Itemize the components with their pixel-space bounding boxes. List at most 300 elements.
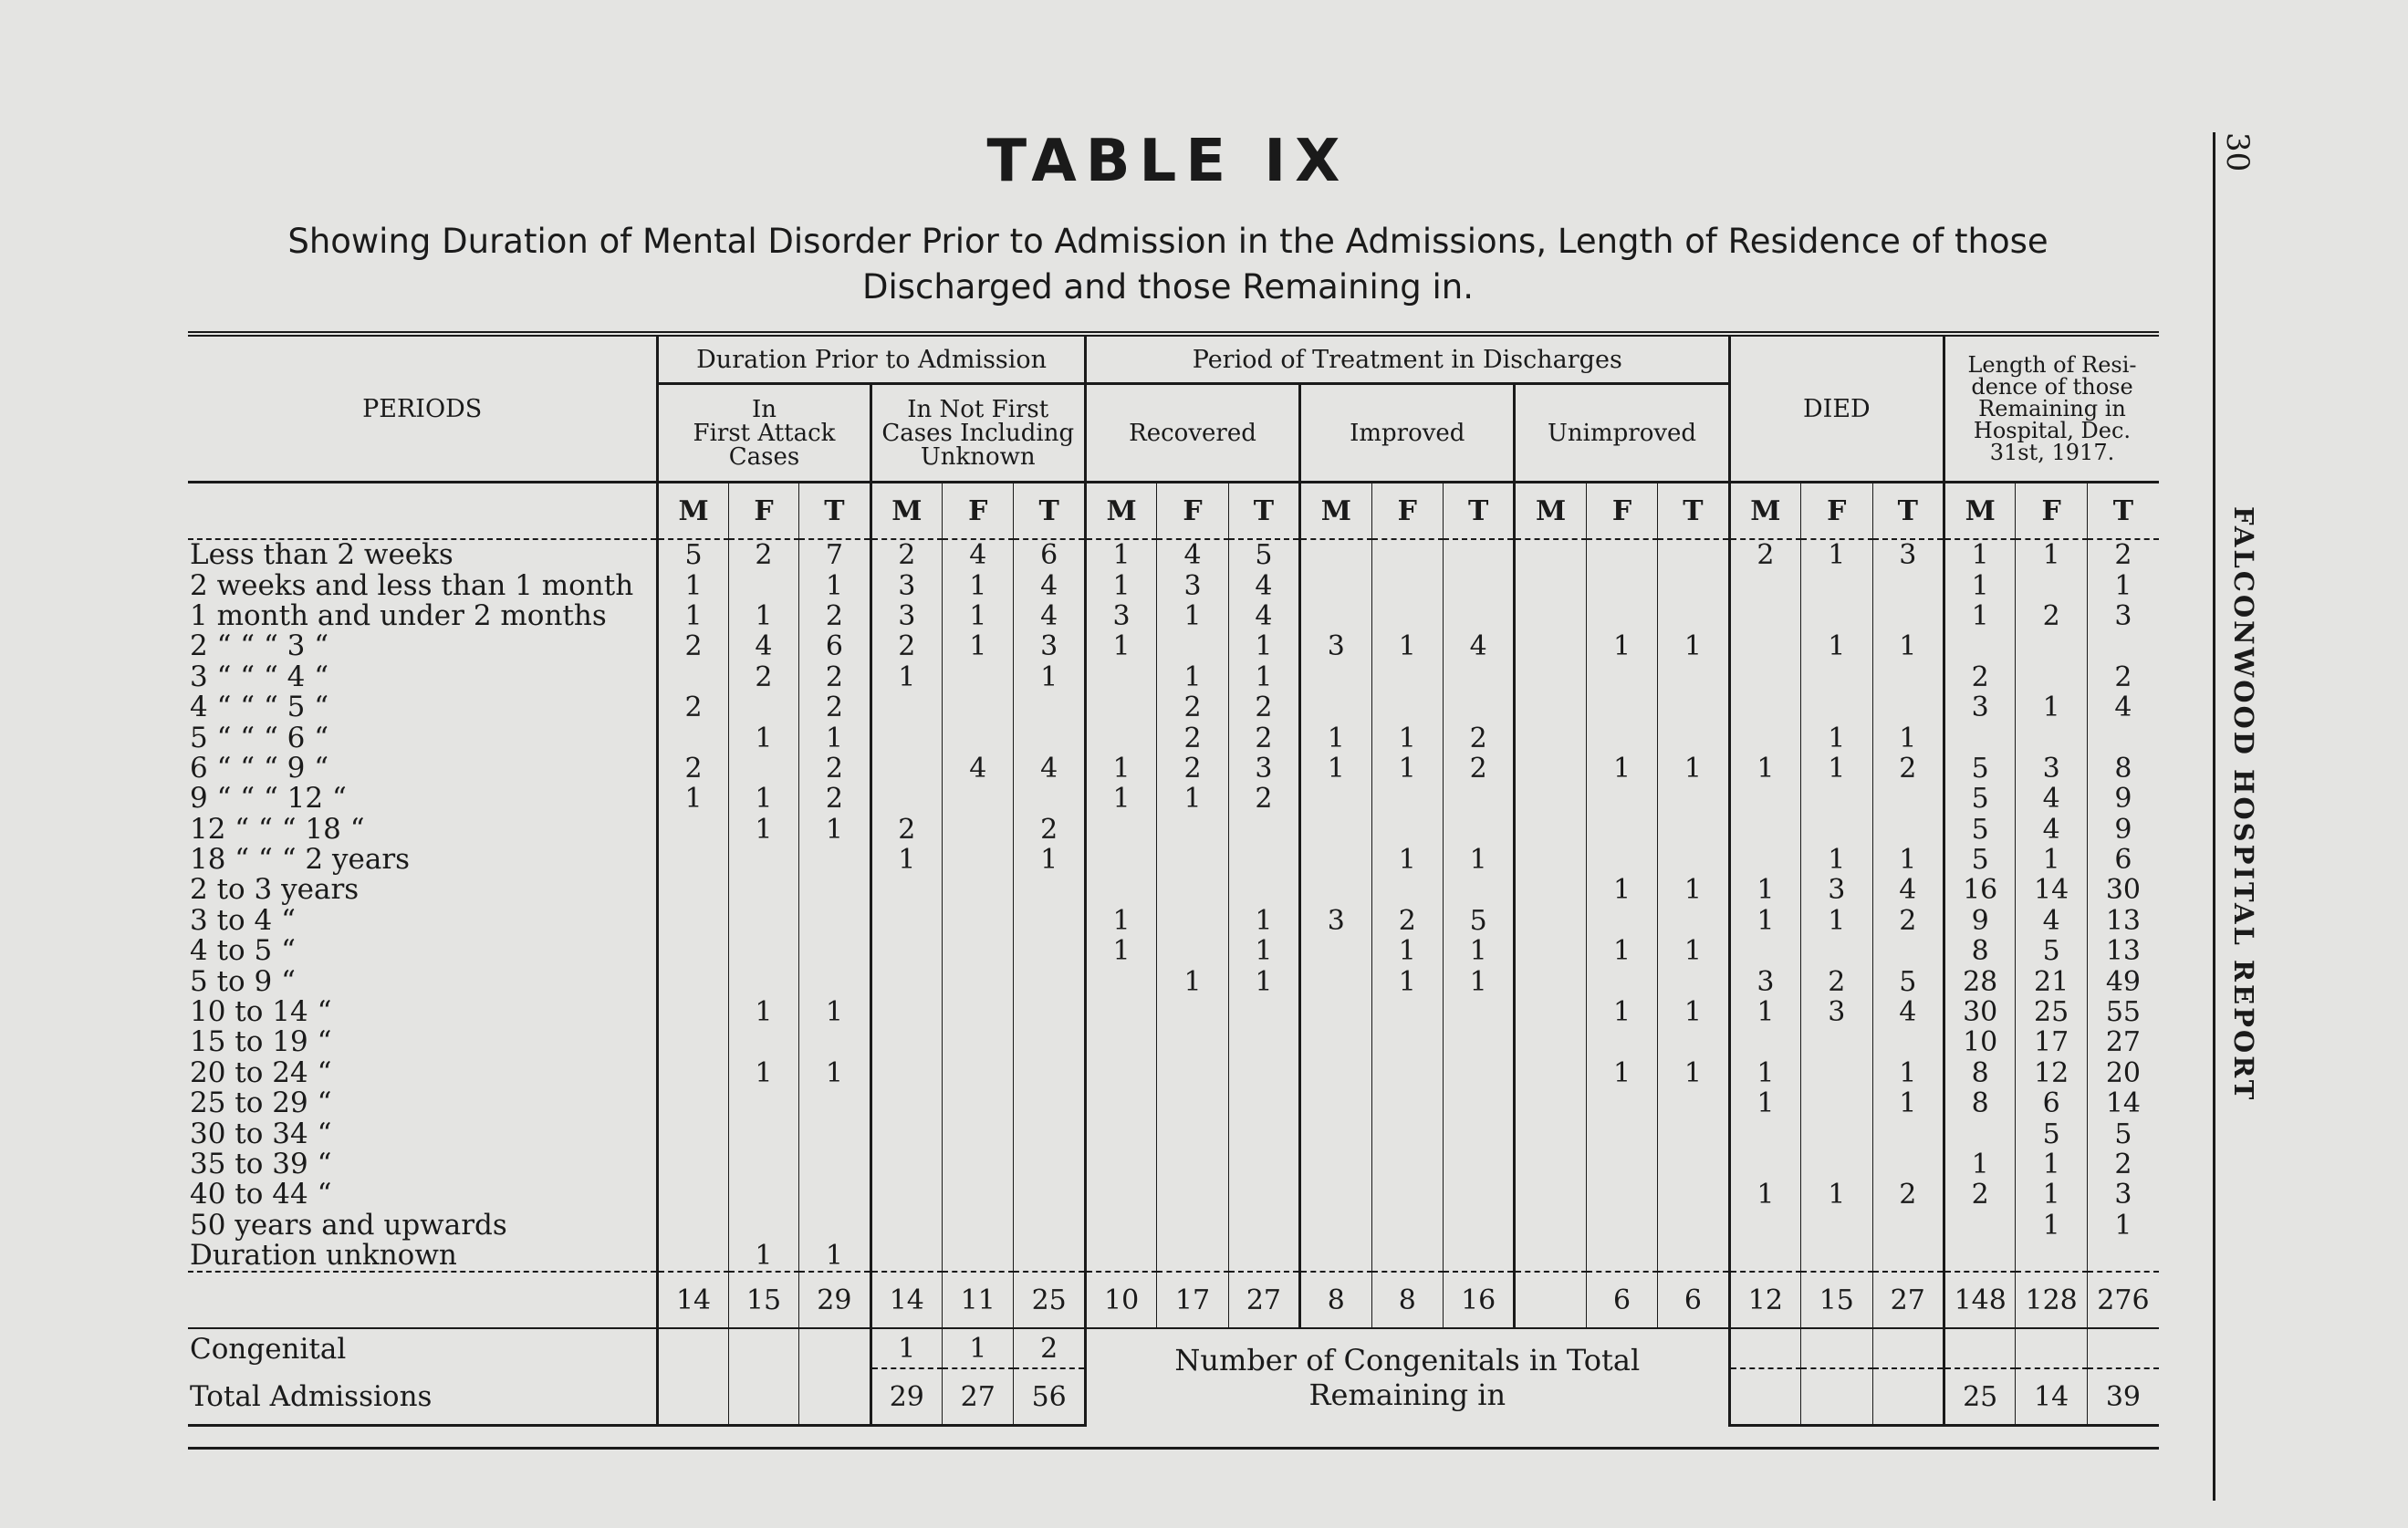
table-cell (1300, 1088, 1371, 1118)
table-cell (943, 1027, 1014, 1057)
table-cell: 6 (2087, 845, 2159, 875)
table-cell: 1 (658, 570, 728, 600)
table-cell: 1 (728, 722, 798, 753)
table-cell: 2 (799, 662, 870, 692)
table-cell (1300, 1149, 1371, 1180)
table-cell (1443, 1149, 1514, 1180)
table-cell: 1 (2016, 1180, 2087, 1210)
table-cell: 1 (1157, 966, 1228, 996)
period-label: 5 “ “ “ 6 “ (190, 721, 329, 754)
table-cell: 1 (658, 784, 728, 814)
col-header-t-4: T (1658, 483, 1729, 540)
table-cell: 1 (799, 815, 870, 845)
table-cell: 1 (1085, 570, 1156, 600)
table-cell (1515, 570, 1586, 600)
table-cell: 1 (799, 1241, 870, 1272)
total-cell: 10 (1085, 1272, 1156, 1328)
col-header-m-5: M (1729, 483, 1800, 540)
table-cell (1085, 1180, 1156, 1210)
table-cell: 4 (1014, 601, 1085, 631)
table-cell: 1 (1801, 845, 1872, 875)
table-cell: 8 (2087, 754, 2159, 784)
table-row (188, 1058, 2159, 1088)
table-cell: 20 (2087, 1058, 2159, 1088)
table-cell (1515, 936, 1586, 966)
table-cell: 2 (1944, 1180, 2015, 1210)
header-recovered: Recovered (1085, 384, 1299, 483)
table-cell: 5 (2087, 1118, 2159, 1149)
table-cell: 1 (1801, 1180, 1872, 1210)
table-cell: 1 (1085, 631, 1156, 661)
col-header-f-1: F (943, 483, 1014, 540)
table-cell: 1 (1228, 966, 1299, 996)
period-label: 30 to 34 “ (190, 1117, 332, 1150)
table-cell (1586, 1149, 1657, 1180)
table-cell (1658, 662, 1729, 692)
table-cell: 1 (1443, 966, 1514, 996)
header-period-of-treatment: Period of Treatment in Discharges (1085, 334, 1729, 384)
table-cell (1085, 1241, 1156, 1272)
table-cell: 1 (943, 570, 1014, 600)
table-cell (1658, 906, 1729, 936)
header-first-attack (658, 384, 870, 483)
total-cell: 8 (1371, 1272, 1443, 1328)
table-cell (1515, 1241, 1586, 1272)
table-cell: 2 (2016, 601, 2087, 631)
table-cell (1586, 692, 1657, 722)
table-cell (1085, 692, 1156, 722)
table-cell (870, 936, 942, 966)
table-cell: 1 (1085, 754, 1156, 784)
table-cell (1586, 1180, 1657, 1210)
table-cell (943, 1180, 1014, 1210)
table-cell (1658, 815, 1729, 845)
table-cell: 1 (2016, 539, 2087, 570)
table-cell (870, 722, 942, 753)
table-cell (1443, 997, 1514, 1027)
table-cell (728, 1180, 798, 1210)
col-header-m-3: M (1300, 483, 1371, 540)
table-cell: 1 (2016, 692, 2087, 722)
table-cell (1300, 1241, 1371, 1272)
residence-line-1: Length of Resi- (1967, 352, 2137, 378)
table-cell (1801, 1027, 1872, 1057)
table-cell (870, 966, 942, 996)
table-cell (1371, 601, 1443, 631)
table-cell: 2 (799, 784, 870, 814)
table-cell (1157, 875, 1228, 905)
table-row (188, 966, 2159, 996)
total-cell: 12 (1729, 1272, 1800, 1328)
table-cell (1872, 662, 1944, 692)
table-cell (1586, 662, 1657, 692)
table-cell: 3 (1801, 997, 1872, 1027)
table-row (188, 936, 2159, 966)
table-cell (1157, 1149, 1228, 1180)
table-cell: 1 (1658, 997, 1729, 1027)
running-head: FALCONWOOD HOSPITAL REPORT (2228, 506, 2259, 1103)
table-cell (1586, 906, 1657, 936)
table-cell: 2 (870, 631, 942, 661)
table-cell: 1 (1729, 997, 1800, 1027)
table-cell: 3 (1300, 631, 1371, 661)
table-cell (1300, 875, 1371, 905)
table-cell (1872, 601, 1944, 631)
table-cell (1300, 936, 1371, 966)
table-cell: 1 (1658, 754, 1729, 784)
col-header-m-6: M (1944, 483, 2015, 540)
table-cell (1658, 601, 1729, 631)
table-cell: 2 (1944, 662, 2015, 692)
table-cell (1944, 1241, 2015, 1272)
table-cell: 1 (1371, 631, 1443, 661)
table-cell (943, 1118, 1014, 1149)
table-cell: 1 (1586, 997, 1657, 1027)
table-row (188, 722, 2159, 753)
table-cell: 1 (1371, 754, 1443, 784)
table-cell (1586, 570, 1657, 600)
table-row (188, 631, 2159, 661)
table-cell (728, 845, 798, 875)
table-cell (728, 1118, 798, 1149)
table-cell (1801, 601, 1872, 631)
total-cell: 6 (1586, 1272, 1657, 1328)
table-cell (799, 1118, 870, 1149)
table-cell (1586, 845, 1657, 875)
subtitle-line-1: Showing Duration of Mental Disorder Prior to Admission in the Admissions, Length of Residence of those (287, 222, 2048, 261)
table-cell (1658, 966, 1729, 996)
col-header-t-1: T (1014, 483, 1085, 540)
table-cell: 1 (1014, 662, 1085, 692)
table-cell: 1 (1801, 754, 1872, 784)
page-number: 30 (2219, 132, 2256, 172)
table-cell: 2 (1228, 784, 1299, 814)
table-cell: 1 (1729, 906, 1800, 936)
table-cell: 3 (2016, 754, 2087, 784)
table-cell: 4 (728, 631, 798, 661)
table-cell: 5 (1944, 845, 2015, 875)
total-cell: 15 (1801, 1272, 1872, 1328)
table-cell: 3 (1801, 875, 1872, 905)
table-cell (728, 692, 798, 722)
table-cell (1300, 845, 1371, 875)
table-cell (870, 1118, 942, 1149)
table-cell (1443, 1058, 1514, 1088)
residence-line-2: dence of those (1971, 374, 2133, 400)
table-cell: 2 (1872, 754, 1944, 784)
table-cell (1443, 1211, 1514, 1241)
col-header-t-3: T (1443, 483, 1514, 540)
table-cell: 1 (1371, 845, 1443, 875)
table-cell: 1 (1228, 936, 1299, 966)
total-cell: 148 (1944, 1272, 2015, 1328)
table-cell (1515, 1180, 1586, 1210)
table-cell (1014, 692, 1085, 722)
table-cell: 14 (2016, 875, 2087, 905)
table-cell (1944, 631, 2015, 661)
table-cell: 1 (1586, 631, 1657, 661)
table-cell: 9 (2087, 815, 2159, 845)
table-cell (1443, 1241, 1514, 1272)
table-cell (1586, 539, 1657, 570)
table-row (188, 906, 2159, 936)
table-cell (1157, 1241, 1228, 1272)
table-cell (1085, 662, 1156, 692)
table-cell: 4 (1872, 875, 1944, 905)
table-cell (1085, 1058, 1156, 1088)
table-cell (1228, 1211, 1299, 1241)
table-cell (1729, 1211, 1800, 1241)
table-cell (1371, 692, 1443, 722)
table-cell (870, 1149, 942, 1180)
table-cell: 1 (1801, 722, 1872, 753)
table-cell: 1 (1658, 631, 1729, 661)
table-cell: 4 (2087, 692, 2159, 722)
table-cell (1300, 1027, 1371, 1057)
col-header-m-1: M (870, 483, 942, 540)
table-cell: 5 (658, 539, 728, 570)
table-cell (658, 1058, 728, 1088)
table-cell (1801, 1058, 1872, 1088)
table-cell (1801, 815, 1872, 845)
table-cell (1729, 1149, 1800, 1180)
table-cell (1658, 784, 1729, 814)
table-cell: 1 (1872, 1058, 1944, 1088)
table-cell (1872, 1118, 1944, 1149)
table-cell (943, 1058, 1014, 1088)
table-cell: 1 (1729, 875, 1800, 905)
table-cell (1729, 1118, 1800, 1149)
table-row (188, 692, 2159, 722)
first-attack-line-1: In (751, 395, 777, 423)
table-bottom-rule (188, 1447, 2159, 1450)
period-label: 20 to 24 “ (190, 1055, 332, 1089)
table-cell (1228, 1241, 1299, 1272)
mft-blank (188, 483, 658, 540)
table-cell (1658, 1088, 1729, 1118)
table-cell (1515, 906, 1586, 936)
table-cell (1085, 966, 1156, 996)
table-cell (1586, 1211, 1657, 1241)
table-cell: 55 (2087, 997, 2159, 1027)
residence-line-4: Hospital, Dec. (1973, 418, 2132, 443)
table-cell: 4 (1157, 539, 1228, 570)
table-cell: 1 (1944, 539, 2015, 570)
table-cell (1729, 601, 1800, 631)
table-cell (1515, 601, 1586, 631)
congenital-note-line-2: Remaining in (1308, 1377, 1506, 1413)
table-cell: 1 (1371, 936, 1443, 966)
table-cell: 8 (1944, 1088, 2015, 1118)
table-cell: 1 (1371, 966, 1443, 996)
table-cell: 2 (1228, 722, 1299, 753)
table-cell (1586, 1241, 1657, 1272)
total-cell: 16 (1443, 1272, 1514, 1328)
table-cell (1014, 875, 1085, 905)
table-cell (799, 1088, 870, 1118)
table-cell (1872, 692, 1944, 722)
table-cell: 5 (1944, 784, 2015, 814)
table-cell (799, 966, 870, 996)
table-cell (1801, 1241, 1872, 1272)
table-cell (1515, 784, 1586, 814)
table-cell (1586, 1088, 1657, 1118)
table-cell: 27 (2087, 1027, 2159, 1057)
table-cell: 2 (1157, 754, 1228, 784)
table-cell: 1 (728, 997, 798, 1027)
table-cell (2016, 722, 2087, 753)
table-cell (1729, 692, 1800, 722)
table-cell: 5 (2016, 1118, 2087, 1149)
table-cell (1515, 1058, 1586, 1088)
table-cell (1085, 722, 1156, 753)
table-cell (870, 784, 942, 814)
table-cell (1801, 936, 1872, 966)
period-label: 6 “ “ “ 9 “ (190, 751, 329, 785)
table-cell (1658, 722, 1729, 753)
table-cell (1515, 754, 1586, 784)
table-cell: 1 (799, 997, 870, 1027)
period-label: 9 “ “ “ 12 “ (190, 782, 347, 816)
table-cell (1371, 1211, 1443, 1241)
table-cell: 1 (2016, 845, 2087, 875)
col-header-t-0: T (799, 483, 870, 540)
period-label: 3 to 4 “ (190, 903, 296, 937)
table-cell (1658, 1241, 1729, 1272)
table-cell: 1 (728, 601, 798, 631)
col-header-m-4: M (1515, 483, 1586, 540)
table-cell (1515, 997, 1586, 1027)
table-cell (1515, 1211, 1586, 1241)
table-cell (1014, 1149, 1085, 1180)
table-cell (799, 1211, 870, 1241)
table-cell (1658, 1118, 1729, 1149)
table-cell: 2 (1729, 539, 1800, 570)
table-cell: 1 (728, 1241, 798, 1272)
table-cell: 2 (1157, 722, 1228, 753)
table-cell (1014, 1118, 1085, 1149)
congenital-note (1085, 1328, 1729, 1426)
table-cell (1872, 1027, 1944, 1057)
table-cell: 3 (1300, 906, 1371, 936)
period-label: 10 to 14 “ (190, 995, 332, 1029)
table-cell (1157, 1211, 1228, 1241)
table-cell: 3 (1872, 539, 1944, 570)
table-cell: 1 (1801, 539, 1872, 570)
table-cell (1729, 570, 1800, 600)
table-cell (1729, 815, 1800, 845)
table-cell (1443, 1118, 1514, 1149)
table-row (188, 1211, 2159, 1241)
table-cell: 1 (1085, 936, 1156, 966)
data-table (188, 331, 2159, 1427)
table-cell: 1 (1443, 845, 1514, 875)
table-cell: 2 (870, 539, 942, 570)
table-cell: 1 (1872, 722, 1944, 753)
table-row (188, 784, 2159, 814)
table-cell: 1 (1157, 601, 1228, 631)
table-cell: 1 (1586, 1058, 1657, 1088)
table-cell (1014, 1180, 1085, 1210)
table-cell: 30 (1944, 997, 2015, 1027)
table-cell (1085, 1027, 1156, 1057)
table-cell (1300, 1180, 1371, 1210)
table-cell (1371, 784, 1443, 814)
table-cell: 1 (1944, 601, 2015, 631)
table-cell (1300, 692, 1371, 722)
table-row (188, 845, 2159, 875)
table-cell (1944, 722, 2015, 753)
table-cell (1085, 875, 1156, 905)
period-label: 4 “ “ “ 5 “ (190, 691, 329, 724)
table-cell: 2 (799, 601, 870, 631)
period-label: 18 “ “ “ 2 years (190, 843, 411, 877)
table-cell (1729, 1027, 1800, 1057)
table-cell: 1 (1658, 1058, 1729, 1088)
period-label: 12 “ “ “ 18 “ (190, 812, 365, 846)
table-cell (1300, 997, 1371, 1027)
congenital-m: 1 (870, 1328, 942, 1368)
table-cell: 1 (1729, 1180, 1800, 1210)
period-label: 25 to 29 “ (190, 1086, 332, 1120)
table-cell (1872, 815, 1944, 845)
table-cell: 2 (1014, 815, 1085, 845)
table-cell (1515, 845, 1586, 875)
total-cell: 14 (658, 1272, 728, 1328)
table-cell (1515, 1088, 1586, 1118)
table-cell: 2 (1872, 1180, 1944, 1210)
total-admissions-t: 56 (1014, 1368, 1085, 1426)
table-row (188, 1241, 2159, 1272)
col-header-f-0: F (728, 483, 798, 540)
table-cell (943, 936, 1014, 966)
table-cell (1443, 875, 1514, 905)
header-unimproved: Unimproved (1515, 384, 1729, 483)
table-cell: 3 (1085, 601, 1156, 631)
col-header-m-2: M (1085, 483, 1156, 540)
table-cell (1085, 1088, 1156, 1118)
table-cell: 16 (1944, 875, 2015, 905)
period-label: 5 to 9 “ (190, 964, 296, 998)
residence-line-3: Remaining in (1978, 396, 2126, 421)
table-cell (2016, 570, 2087, 600)
table-row (188, 754, 2159, 784)
table-cell (943, 1088, 1014, 1118)
table-cell: 3 (870, 601, 942, 631)
table-cell: 13 (2087, 936, 2159, 966)
col-header-f-6: F (2016, 483, 2087, 540)
table-cell (1801, 662, 1872, 692)
total-admissions-m: 29 (870, 1368, 942, 1426)
table-cell: 2 (1443, 754, 1514, 784)
table-cell (1228, 815, 1299, 845)
table-cell (1872, 784, 1944, 814)
table-cell (1515, 662, 1586, 692)
table-cell (1228, 1180, 1299, 1210)
table-cell: 3 (870, 570, 942, 600)
table-cell (870, 997, 942, 1027)
col-header-t-5: T (1872, 483, 1944, 540)
mft-header-row (188, 483, 2159, 540)
table-cell: 2 (658, 692, 728, 722)
table-cell: 2 (1872, 906, 1944, 936)
total-cell: 6 (1658, 1272, 1729, 1328)
header-not-first (870, 384, 1085, 483)
table-cell: 5 (1944, 754, 2015, 784)
table-cell: 1 (1228, 906, 1299, 936)
table-cell (1515, 875, 1586, 905)
table-row (188, 875, 2159, 905)
